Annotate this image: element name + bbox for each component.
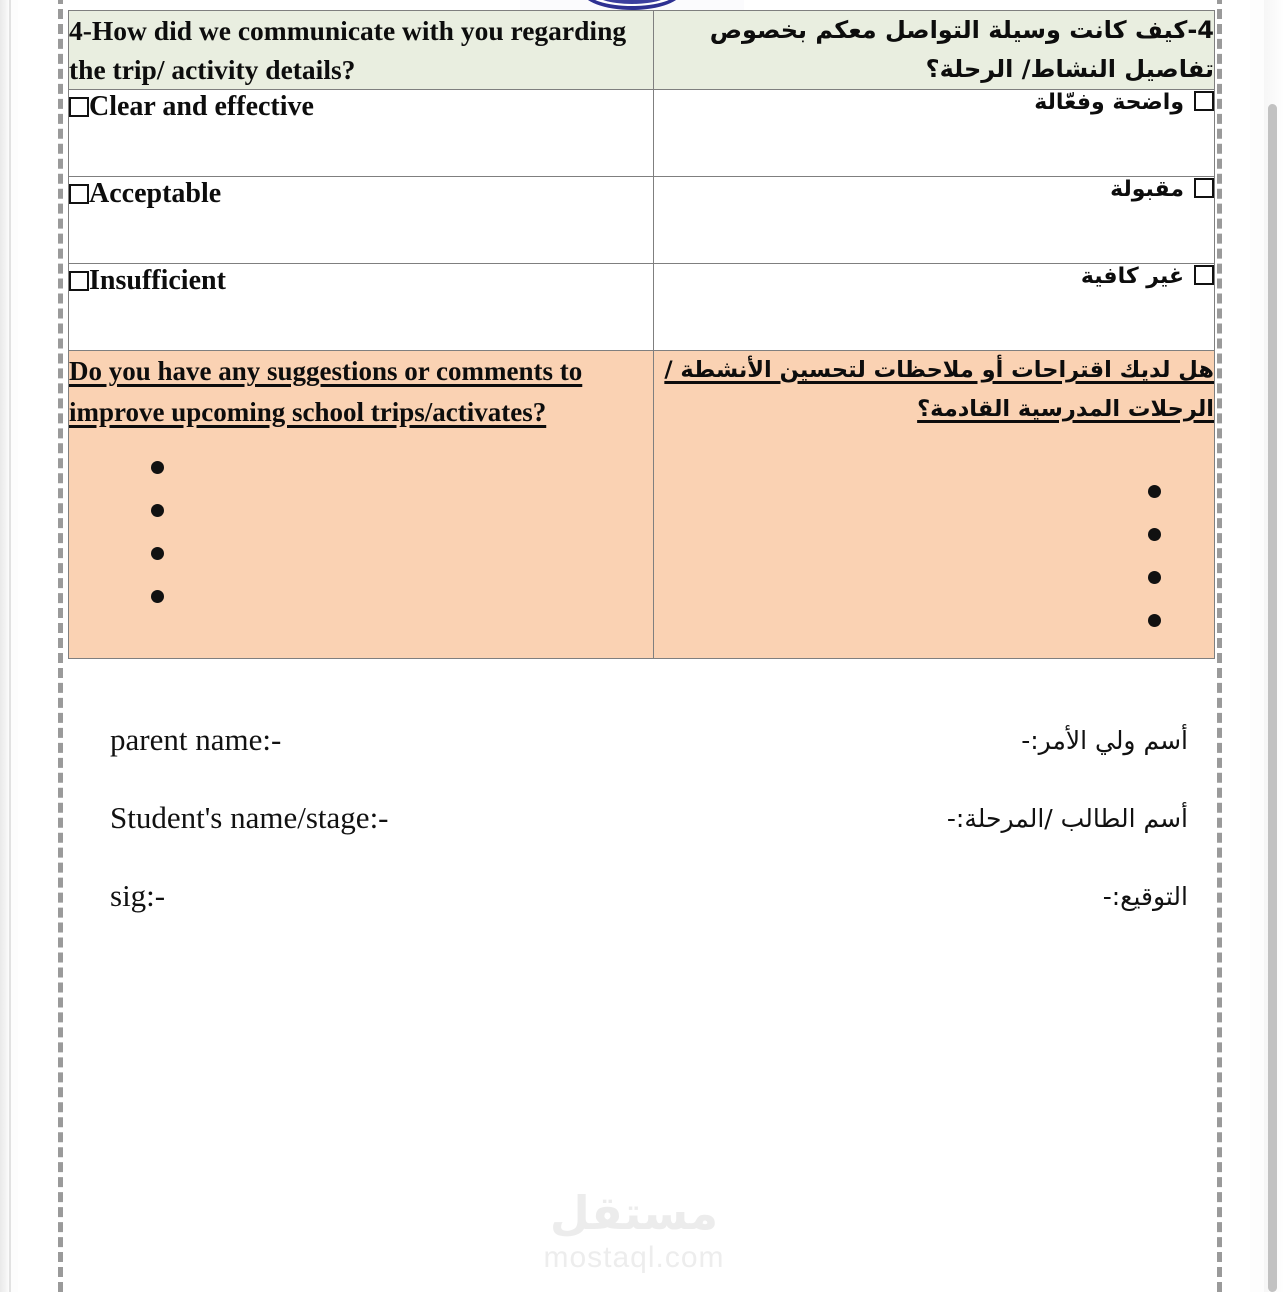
- option-row-clear-and-effective[interactable]: [69, 90, 1215, 177]
- bullet-dot-icon: [151, 547, 164, 560]
- vertical-scrollbar-track[interactable]: [1264, 0, 1284, 1292]
- signature-row-parent-name: [68, 722, 1214, 800]
- option-cell-arabic-1[interactable]: [654, 90, 1215, 177]
- list-item[interactable]: [69, 532, 653, 575]
- option-label-arabic-2: مقبولة: [1110, 177, 1184, 203]
- viewer-left-gutter-line: [9, 0, 11, 1292]
- bullet-dot-icon: [1148, 614, 1161, 627]
- parent-name-label-arabic: أسم ولي الأمر:-: [1021, 726, 1188, 755]
- list-item[interactable]: [69, 575, 653, 618]
- student-name-label-english: Student's name/stage:-: [110, 800, 389, 835]
- option-cell-arabic-3[interactable]: [654, 264, 1215, 351]
- survey-question-table: [68, 10, 1215, 659]
- parent-name-label-english: parent name:-: [110, 722, 282, 757]
- checkbox-icon-clear-and-effective-en[interactable]: [69, 97, 89, 117]
- checkbox-icon-insufficient-ar[interactable]: [1194, 265, 1214, 285]
- option-cell-english-2[interactable]: [69, 177, 654, 264]
- bullet-dot-icon: [1148, 485, 1161, 498]
- checkbox-icon-insufficient-en[interactable]: [69, 271, 89, 291]
- list-item[interactable]: [654, 513, 1214, 556]
- checkbox-icon-acceptable-ar[interactable]: [1194, 178, 1214, 198]
- bullet-dot-icon: [1148, 571, 1161, 584]
- signature-label-arabic: التوقيع:-: [1102, 882, 1188, 911]
- document-page: [18, 0, 1250, 1292]
- signature-row-student-name: [68, 800, 1214, 878]
- bullet-dot-icon: [151, 590, 164, 603]
- bullet-dot-icon: [151, 504, 164, 517]
- checkbox-icon-clear-and-effective-ar[interactable]: [1194, 91, 1214, 111]
- bullet-dot-icon: [151, 461, 164, 474]
- option-label-english-1: Clear and effective: [89, 91, 314, 123]
- option-cell-arabic-2[interactable]: [654, 177, 1215, 264]
- option-row-insufficient[interactable]: [69, 264, 1215, 351]
- suggestions-prompt-english: Do you have any suggestions or comments to improve upcoming school trips/activates?: [69, 356, 583, 427]
- checkbox-icon-acceptable-en[interactable]: [69, 184, 89, 204]
- suggestions-bullet-list-arabic[interactable]: [654, 470, 1214, 642]
- suggestions-bullet-list-english[interactable]: [69, 446, 653, 618]
- option-cell-english-1[interactable]: [69, 90, 654, 177]
- student-name-label-arabic: أسم الطالب /المرحلة:-: [946, 804, 1188, 833]
- option-row-acceptable[interactable]: [69, 177, 1215, 264]
- question-text-english: 4-How did we communicate with you regarding the trip/ activity details?: [69, 11, 654, 90]
- signature-label-english: sig:-: [110, 878, 166, 913]
- signature-row-signature: [68, 878, 1214, 956]
- option-label-english-3: Insufficient: [89, 265, 226, 297]
- option-label-english-2: Acceptable: [89, 178, 222, 210]
- watermark-arabic-text: مستقل: [549, 1186, 719, 1240]
- option-cell-english-3[interactable]: [69, 264, 654, 351]
- bullet-dot-icon: [1148, 528, 1161, 541]
- watermark-latin-text: mostaql.com: [543, 1240, 725, 1274]
- signature-block: [68, 722, 1214, 932]
- list-item[interactable]: [654, 556, 1214, 599]
- list-item[interactable]: [69, 489, 653, 532]
- question-text-arabic: 4-كيف كانت وسيلة التواصل معكم بخصوص تفاصيل النشاط/ الرحلة؟: [654, 11, 1215, 90]
- option-label-arabic-3: غير كافية: [1080, 264, 1184, 290]
- table-header-row: [69, 11, 1215, 90]
- option-label-arabic-1: واضحة وفعّالة: [1034, 90, 1184, 116]
- vertical-scrollbar-thumb[interactable]: [1268, 104, 1277, 1292]
- suggestions-cell-english[interactable]: [69, 351, 654, 659]
- suggestions-cell-arabic[interactable]: [654, 351, 1215, 659]
- list-item[interactable]: [654, 599, 1214, 642]
- suggestions-prompt-arabic: هل لديك اقتراحات أو ملاحظات لتحسين الأنشطة /الرحلات المدرسية القادمة؟: [664, 357, 1214, 422]
- list-item[interactable]: [654, 470, 1214, 513]
- suggestions-row: [69, 351, 1215, 659]
- list-item[interactable]: [69, 446, 653, 489]
